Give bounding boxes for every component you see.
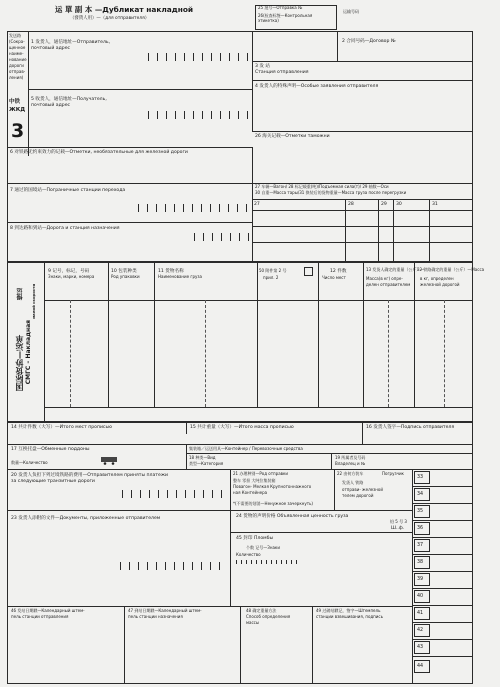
transit-charges-label: 20 发货人负担下列过境铁路的费用—Отправителем приняты платежи bbox=[11, 473, 168, 478]
attached-docs-label: 23 发货人添附的文件—Документы, приложенные отправителем bbox=[11, 516, 161, 521]
railway-weight-label-ru: в кг, определен bbox=[420, 276, 454, 281]
pallets-count-label: 数量—Количество bbox=[11, 460, 48, 465]
control-label: 26(检查标签—Контрольная этикетка) bbox=[258, 13, 313, 23]
packaging-label-ru: Род упаковки bbox=[111, 274, 140, 279]
container-type-label: 18 种类—Вид bbox=[189, 455, 216, 460]
dispatch-type-options-ru: Повагон- Мелкая Крупнотоннажного bbox=[233, 484, 312, 489]
side-title-ru: СМГС – Накладная bbox=[25, 320, 32, 385]
slow-speed-cn: 慢运 bbox=[17, 288, 24, 300]
pieces-label-ru: Число мест bbox=[322, 275, 346, 280]
strip-label: нование bbox=[9, 57, 27, 62]
container-category-label: 类型—Категория bbox=[189, 461, 224, 466]
col28-label: 28 bbox=[348, 202, 354, 207]
copy-number: 3 bbox=[11, 120, 25, 142]
railway-weight-label-ru2: железной дорогой bbox=[420, 282, 460, 287]
total-weight-label: 15 共计重量（大写）—Итого масса прописью bbox=[190, 425, 294, 430]
seals-columns: 个数 记号—Знаки bbox=[246, 545, 280, 550]
row-33: 33 bbox=[414, 471, 430, 484]
arrival-stamp-label-ru: пель станции назначения bbox=[128, 614, 183, 619]
consignee-label: 5 收货人，通信地址—Получатель, bbox=[31, 97, 107, 102]
container-label: 集装箱／运送用具—Контейнер / Перевозочные средства bbox=[189, 446, 303, 451]
row-44: 44 bbox=[414, 660, 430, 673]
row-40: 40 bbox=[414, 590, 430, 603]
strip-label: (Сокра- bbox=[9, 39, 25, 44]
wagon-icon bbox=[100, 456, 118, 465]
document-title: 运 單 副 本 —Дубликат накладной bbox=[55, 5, 194, 14]
goods-name-label: 11 货物名称 bbox=[158, 269, 184, 274]
departure-station-label: 3 发 站 bbox=[255, 64, 271, 69]
departure-stamp-label-ru: пель станции отправления bbox=[11, 614, 69, 619]
pallets-label: 17 互换托盘—Обменные поддоны bbox=[11, 447, 90, 452]
slow-speed-ru: малой скорости bbox=[31, 284, 36, 319]
destination-code-boxes bbox=[186, 233, 249, 241]
declared-value-label: 24 货物的声明价格 Объявленная ценность груза bbox=[236, 514, 349, 519]
consignee-code-boxes bbox=[140, 111, 248, 119]
row-38: 38 bbox=[414, 556, 430, 569]
contract-number-label: 2 合同号码—Договор № bbox=[342, 39, 396, 44]
weighing-method-label-ru2: массы bbox=[246, 620, 260, 625]
rail-mark-ru: ЖКД bbox=[9, 107, 26, 113]
strip-label: дороги bbox=[9, 63, 24, 68]
customs-label: 26 海关记载—Отметки таможни bbox=[255, 134, 330, 139]
weighing-station-label: 49 过磅站戳记，签字—Штемпель bbox=[316, 608, 381, 613]
row-34: 34 bbox=[414, 488, 430, 501]
railway-weight-label: 32 铁路确定的重量（公斤）—Масса bbox=[417, 267, 485, 272]
seals-quantity-label: Количество bbox=[236, 552, 261, 557]
loader-options-ru2: телем дорогой bbox=[342, 493, 374, 498]
border-stations-label: 7 通过的国境站—Пограничные станции перехода bbox=[10, 188, 126, 193]
loading-party-label: 22 由何方装车 bbox=[337, 471, 364, 476]
marks-label-ru: Знаки, марки, номера bbox=[48, 274, 95, 279]
pieces-label: 12 件数 bbox=[330, 269, 347, 274]
transit-code-boxes bbox=[130, 204, 247, 212]
col30-label: 30 bbox=[396, 202, 402, 207]
row-35: 35 bbox=[414, 505, 430, 518]
non-binding-notes-label: 6 对铁路无约束效力的记载—Отметки, необязательные для железной дороги bbox=[10, 150, 188, 155]
sender-signature-label: 16 发货人签字—Подпись отправителя bbox=[366, 425, 455, 430]
col29-label: 29 bbox=[381, 202, 387, 207]
row-42: 42 bbox=[414, 624, 430, 637]
docs-code-boxes bbox=[112, 562, 220, 570]
seal-count-label: 铅 5 号 3 bbox=[390, 519, 407, 524]
loader-options-ru: отправи- железной bbox=[342, 487, 383, 492]
sender-weight-label-ru2: делен отправителем bbox=[366, 282, 411, 287]
attachment-label: 50 附件第 2 号 bbox=[259, 268, 287, 273]
col31-label: 31 bbox=[432, 202, 438, 207]
marks-label: 9 记号，标记，号码 bbox=[48, 269, 90, 274]
sender-weight-label: 13 发货人确定的重量（公斤）— bbox=[366, 267, 425, 272]
weighing-station-label-ru: станции взвешивания, подпись bbox=[316, 614, 383, 619]
attachment-checkbox[interactable] bbox=[304, 267, 313, 276]
seal-mark: Ш..ф. bbox=[391, 526, 405, 531]
owner-label-ru: Владелец и № bbox=[335, 461, 366, 466]
strip-label: отправ- bbox=[9, 69, 26, 74]
strip-label: наиме- bbox=[9, 51, 24, 56]
consignee-label-ru: почтовый адрес bbox=[31, 103, 71, 108]
tare-label: 30 自重—Масса тары/31 换装后的货物重量—Масса груза после перегрузки bbox=[255, 190, 407, 195]
batch-label: 25 批号—Отправка № bbox=[258, 5, 303, 10]
sender-label: 1 发货人，通信地址—Отправитель, bbox=[31, 40, 111, 45]
seal-tick-boxes bbox=[236, 560, 301, 564]
sender-code-boxes bbox=[140, 53, 248, 61]
waybill-number-label: 运输号码 bbox=[343, 9, 359, 14]
departure-stamp-label: 46 发站日期戳—Календарный штем- bbox=[11, 608, 85, 613]
transit-charges-label-ru: за следующие транзитные дороги bbox=[11, 479, 95, 484]
row-41: 41 bbox=[414, 607, 430, 620]
arrival-stamp-label: 47 到站日期戳—Календарный штем- bbox=[128, 608, 202, 613]
departure-station-label-ru: Станция отправления bbox=[255, 70, 309, 75]
wagon-label: 27 车辆—Вагон/ 28 标记载重(吨)/Подъемная сила(т)/ 29 轴数—Оси bbox=[255, 184, 389, 189]
packaging-label: 10 包装种类 bbox=[111, 269, 137, 274]
document-subtitle: （發貨人用）—（для отправителя） bbox=[70, 16, 150, 21]
loader-options: 发货人 铁路 bbox=[342, 480, 364, 485]
dispatch-type-options-ru2: ная Контейнера bbox=[233, 490, 268, 495]
row-37: 37 bbox=[414, 539, 430, 552]
strike-unnecessary-note: *(不需要的划消—Ненужное зачеркнуть) bbox=[233, 501, 313, 506]
row-43: 43 bbox=[414, 641, 430, 654]
dispatch-type-options: 整车 零担 大吨位集装箱 bbox=[233, 478, 276, 483]
strip-label: ления) bbox=[9, 75, 24, 80]
dispatch-type-label: 21 办理种别—Род отправки bbox=[233, 471, 289, 476]
sender-statements-label: 4 发货人的特殊声明—Особые заявления отправителя bbox=[255, 84, 379, 89]
destination-label: 8 到达路和到站—Дорога и станция назначения bbox=[10, 226, 120, 231]
sender-label-ru: почтовый адрес bbox=[31, 46, 71, 51]
loader-label: Погрузчик bbox=[382, 471, 404, 476]
goods-name-label-ru: Наименование груза bbox=[158, 274, 202, 279]
owner-label: 19 所属者及号码 bbox=[335, 455, 366, 460]
weighing-method-label-ru: Способ определения bbox=[246, 614, 291, 619]
transit-charges-code-boxes bbox=[114, 490, 222, 498]
strip-label: щенное bbox=[9, 45, 26, 50]
strip-label: 发送路 bbox=[9, 33, 21, 38]
attachment-label-ru: прил. 2 bbox=[263, 275, 279, 280]
rail-mark: 中铁 bbox=[9, 99, 21, 105]
weighing-method-label: 48 确定重量方法 bbox=[246, 608, 277, 613]
seals-label: 45 封印 Пломбы bbox=[236, 536, 274, 541]
col27-label: 27 bbox=[254, 202, 260, 207]
row-36: 36 bbox=[414, 522, 430, 535]
side-title-cn: 国际货协—运单 bbox=[15, 335, 24, 391]
sender-weight-label-ru: Масса(в кг) опре- bbox=[366, 276, 403, 281]
total-pieces-label: 14 共计件数（大写）—Итого мест прописью bbox=[11, 425, 113, 430]
row-39: 39 bbox=[414, 573, 430, 586]
